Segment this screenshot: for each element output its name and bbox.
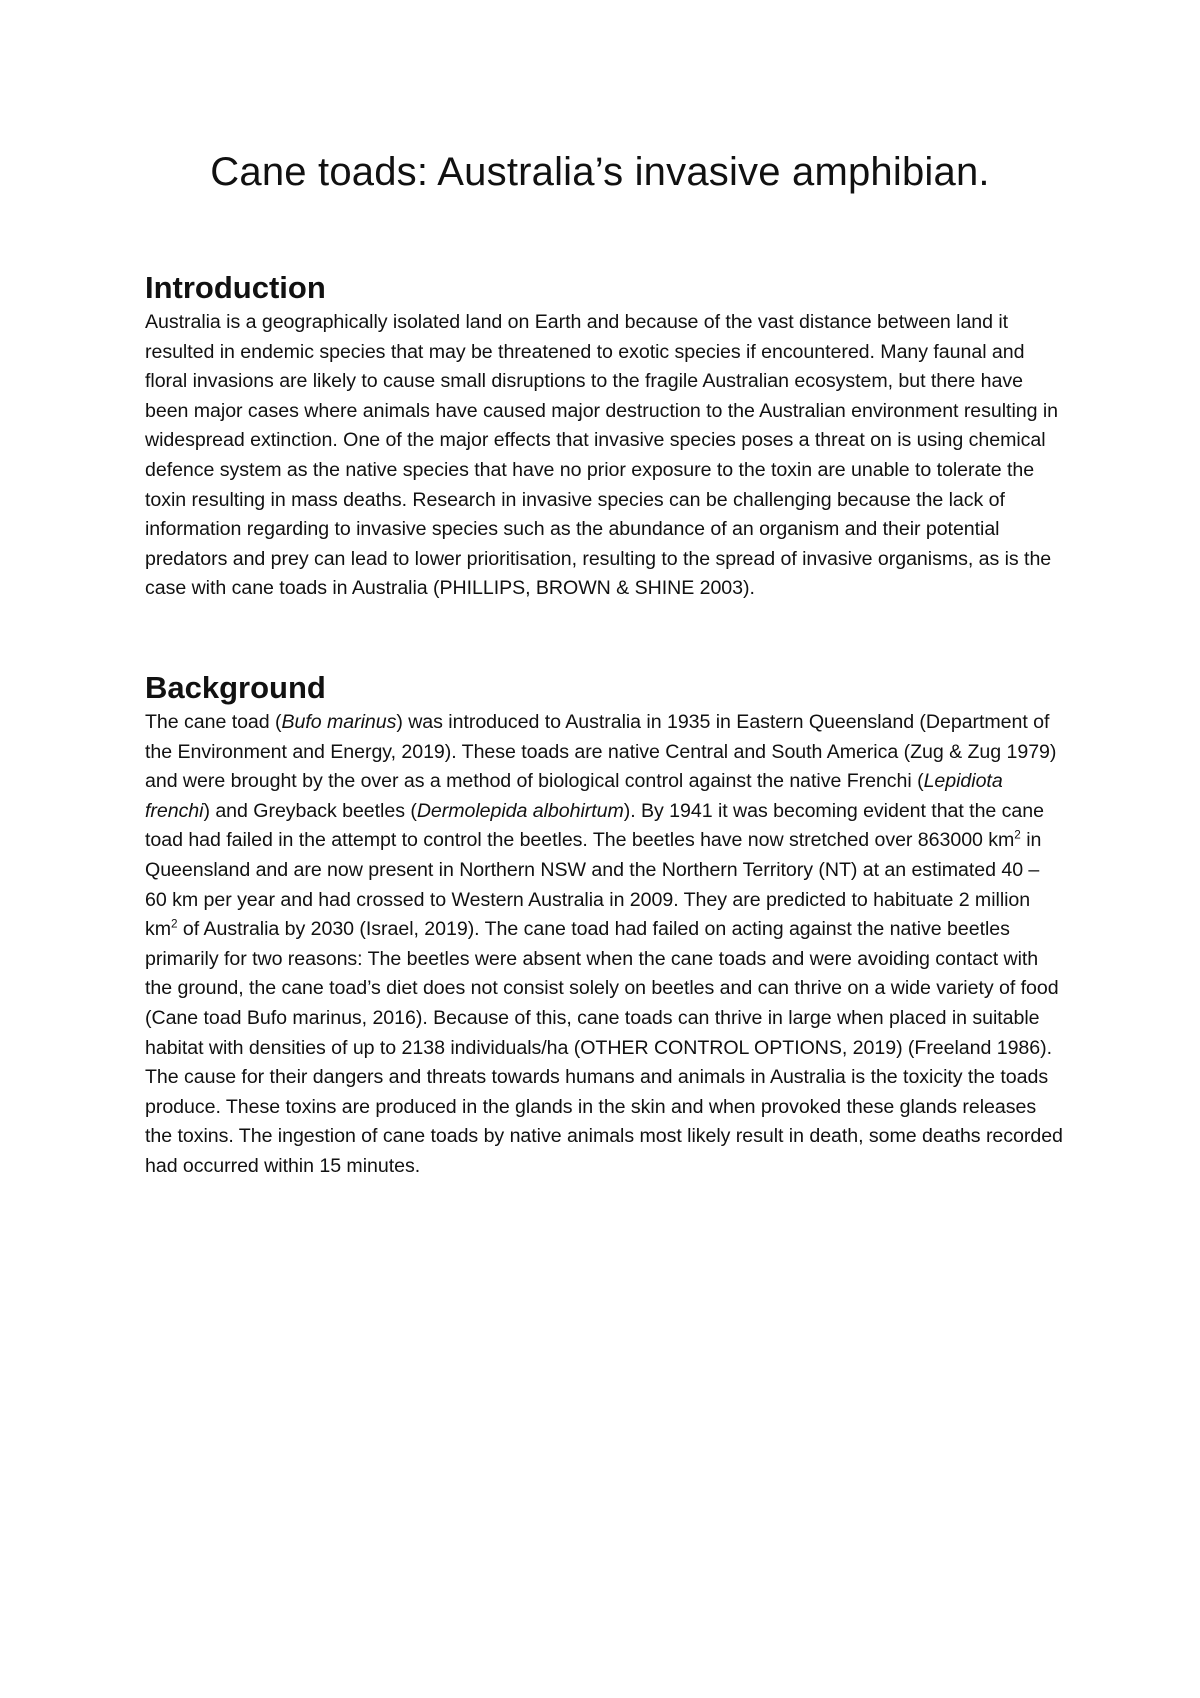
superscript-2: 2: [1014, 828, 1021, 842]
species-name-bufo-marinus: Bufo marinus: [281, 711, 397, 733]
background-section: [145, 668, 1065, 1182]
run-4: ) and Greyback beetles (: [203, 799, 417, 822]
species-name-dermolepida-albohirtum: Dermolepida albohirtum: [416, 799, 624, 822]
introduction-paragraph: Australia is a geographically isolated land on Earth and because of the vast distance between land it resulted in endemic species that may be threatened to exotic species if encountered. Many faunal and floral invasions are likely to cause small disruptions to the fragile Australian ecosystem, but there have been major cases where animals have caused major destruction to the Australian environment resulting in widespread extinction. One of the major effects that invasive species poses a threat on is using chemical defence system as the native species that have no prior exposure to the toxin are unable to tolerate the toxin resulting in mass deaths. Research in invasive species can be challenging because the lack of information regarding to invasive species such as the abundance of an organism and their potential predators and prey can lead to lower prioritisation, resulting to the spread of invasive organisms, as is the case with cane toads in Australia (PHILLIPS, BROWN & SHINE 2003).: [145, 311, 1058, 600]
superscript-2: 2: [171, 917, 178, 931]
background-heading: Background: [145, 670, 326, 705]
run-0: The cane toad (: [145, 711, 282, 733]
introduction-heading: Introduction: [145, 270, 326, 305]
run-8: in Queensland and are now present in Northern NSW and the Northern Territory (NT) at an estimated 40 – 60 km per year and had crossed to Western Australia in 2009. They are predicted to habituate 2 million km: [145, 829, 1042, 941]
species-name-lepidiota-frenchi: Lepidiota frenchi: [145, 770, 1003, 822]
document-title: Cane toads: Australia’s invasive amphibian.: [210, 150, 990, 194]
introduction-section: [145, 268, 1065, 604]
run-2: ) was introduced to Australia in 1935 in Eastern Queensland (Department of the Environment and Energy, 2019). These toads are native Central and South America (Zug & Zug 1979) and were brought by the over as a method of biological control against the native Frenchi (: [145, 711, 1057, 793]
run-10: of Australia by 2030 (Israel, 2019). The cane toad had failed on acting against the native beetles primarily for two reasons: The beetles were absent when the cane toads and were avoiding contact with the ground, the cane toad’s diet does not consist solely on beetles and can thrive on a wide variety of food (Cane toad Bufo marinus, 2016). Because of this, cane toads can thrive in large when placed in suitable habitat with densities of up to 2138 individuals/ha (OTHER CONTROL OPTIONS, 2019) (Freeland 1986). The cause for their dangers and threats towards humans and animals in Australia is the toxicity the toads produce. These toxins are produced in the glands in the skin and when provoked these glands releases the toxins. The ingestion of cane toads by native animals most likely result in death, some deaths recorded had occurred within 15 minutes.: [145, 918, 1063, 1177]
background-paragraph: [145, 708, 1065, 1182]
run-6: ). By 1941 it was becoming evident that the cane toad had failed in the attempt to control the beetles. The beetles have now stretched over 863000 km: [145, 799, 1044, 852]
